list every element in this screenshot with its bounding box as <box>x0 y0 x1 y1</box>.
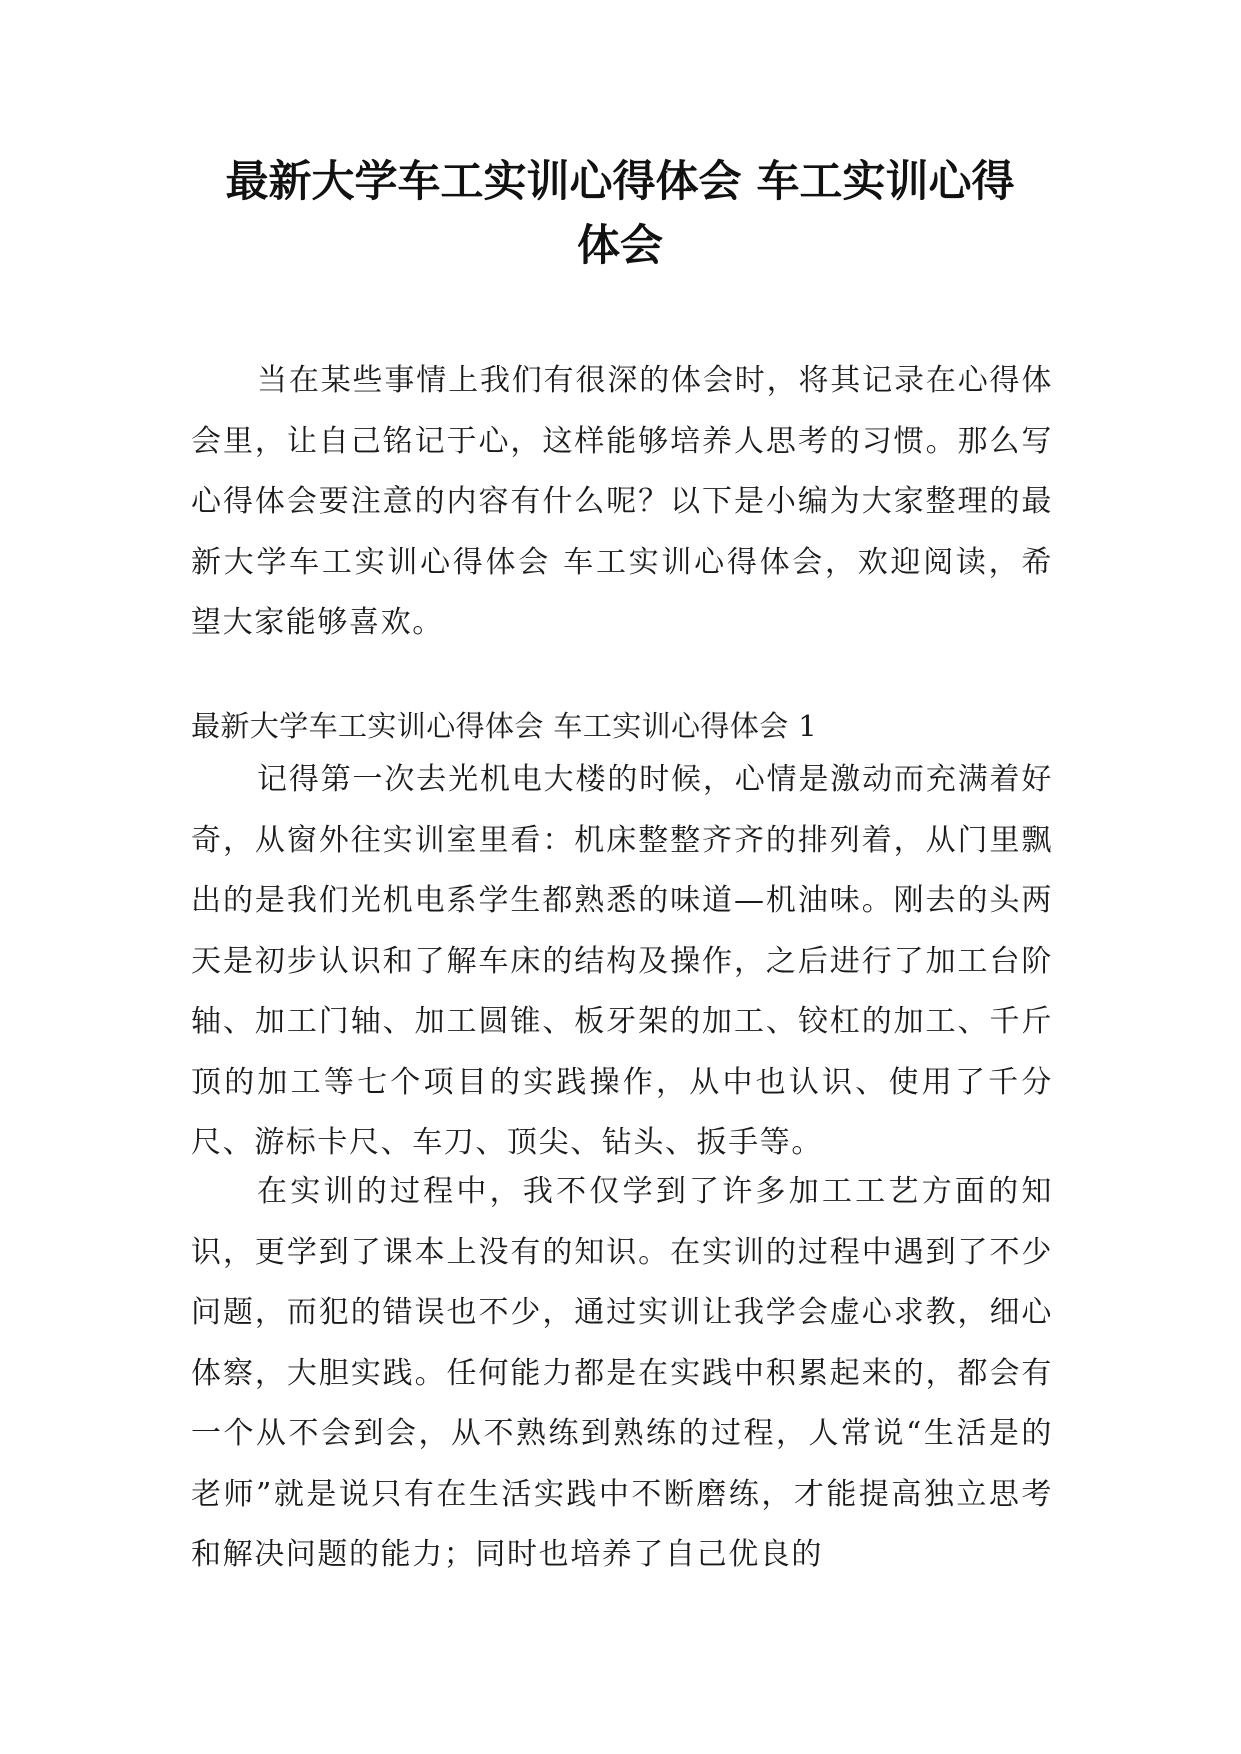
title-line-2: 体会 <box>577 221 663 271</box>
intro-paragraph: 当在某些事情上我们有很深的体会时，将其记录在心得体会里，让自己铭记于心，这样能够培养人思考的习惯。那么写心得体会要注意的内容有什么呢？以下是小编为大家整理的最新大学车工实训心得体会 车工实训心得体会，欢迎阅读，希望大家能够喜欢。 <box>191 363 1053 640</box>
title-line-1: 最新大学车工实训心得体会 车工实训心得 <box>225 157 1015 207</box>
body-paragraph-2: 在实训的过程中，我不仅学到了许多加工工艺方面的知识，更学到了课本上没有的知识。在实训的过程中遇到了不少问题，而犯的错误也不少，通过实训让我学会虚心求教，细心体察，大胆实践。任何能力都是在实践中积累起来的，都会有一个从不会到会，从不熟练到熟练的过程，人常说“生活是的老师”就是说只有在生活实践中不断磨练，才能提高独立思考和解决问题的能力；同时也培养了自己优良的 <box>191 1174 1053 1572</box>
body-paragraph-1: 记得第一次去光机电大楼的时候，心情是激动而充满着好奇，从窗外往实训室里看：机床整整齐齐的排列着，从门里飘出的是我们光机电系学生都熟悉的味道—机油味。刚去的头两天是初步认识和了解车床的结构及操作，之后进行了加工台阶轴、加工门轴、加工圆锥、板牙架的加工、铰杠的加工、千斤顶的加工等七个项目的实践操作，从中也认识、使用了千分尺、游标卡尺、车刀、顶尖、钻头、扳手等。 <box>191 762 1053 1160</box>
document-title <box>150 150 1090 278</box>
section-heading: 最新大学车工实训心得体会 车工实训心得体会 1 <box>191 709 818 743</box>
